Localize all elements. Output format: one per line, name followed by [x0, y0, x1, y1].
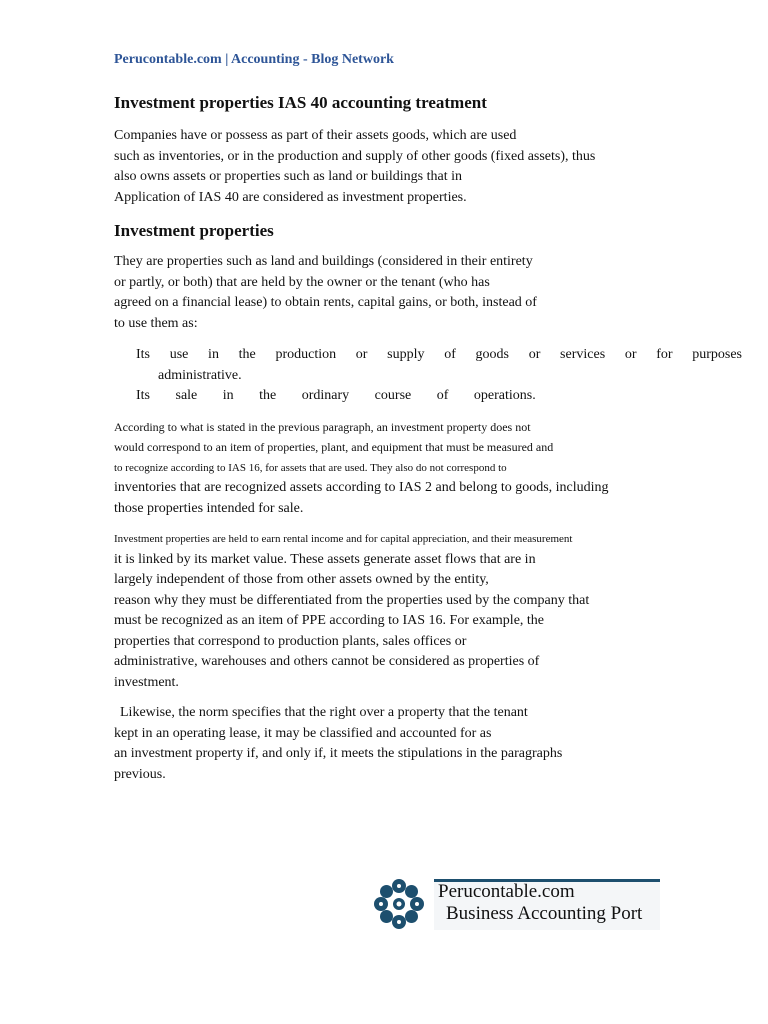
- paragraph-line: an investment property if, and only if, it meets the stipulations in the paragraphs: [114, 746, 563, 761]
- paragraph-line: kept in an operating lease, it may be classified and accounted for as: [114, 725, 492, 741]
- paragraph-line: it is linked by its market value. These assets generate asset flows that are in: [114, 551, 536, 567]
- paragraph-line: Likewise, the norm specifies that the right over a property that the tenant: [120, 705, 528, 720]
- list-item: Its sale in the ordinary course of operations.: [136, 388, 536, 403]
- paragraph-line: those properties intended for sale.: [114, 500, 304, 516]
- operating-lease-paragraph: [114, 703, 744, 785]
- list-item: Its use in the production or supply of goods or services or for purposes: [136, 347, 742, 362]
- paragraph-line: to recognize according to IAS 16, for assets that are used. They also do not correspond to: [114, 461, 507, 474]
- uses-list: [114, 345, 744, 407]
- paragraph-line: or partly, or both) that are held by the owner or the tenant (who has: [114, 274, 490, 290]
- paragraph-line: must be recognized as an item of PPE according to IAS 16. For example, the: [114, 613, 545, 628]
- site-header-link[interactable]: Perucontable.com | Accounting - Blog Network: [114, 52, 394, 67]
- page-title: Investment properties IAS 40 accounting treatment: [114, 93, 487, 112]
- paragraph-line: reason why they must be differentiated from the properties used by the company that: [114, 592, 590, 608]
- footer-logo: [372, 877, 662, 931]
- list-item-continuation: administrative.: [158, 367, 242, 383]
- logo-name: Perucontable.com: [438, 881, 575, 902]
- paragraph-line: would correspond to an item of properties, plant, and equipment that must be measured and: [114, 440, 554, 454]
- paragraph-line: also owns assets or properties such as land or buildings that in: [114, 169, 463, 184]
- paragraph-line: to use them as:: [114, 315, 198, 331]
- paragraph-line: They are properties such as land and buildings (considered in their entirety: [114, 254, 533, 269]
- paragraph-line: largely independent of those from other assets owned by the entity,: [114, 572, 489, 587]
- definition-paragraph: [114, 252, 744, 334]
- intro-paragraph: [114, 126, 744, 208]
- logo-tagline: Business Accounting Port: [446, 903, 643, 924]
- clarification-paragraph: [114, 417, 744, 520]
- paragraph-line: According to what is stated in the previous paragraph, an investment property does not: [114, 419, 531, 434]
- paragraph-line: Application of IAS 40 are considered as investment properties.: [114, 189, 467, 205]
- paragraph-line: inventories that are recognized assets according to IAS 2 and belong to goods, including: [114, 480, 609, 495]
- paragraph-line: administrative, warehouses and others cannot be considered as properties of: [114, 654, 540, 669]
- paragraph-line: properties that correspond to production plants, sales offices or: [114, 633, 467, 649]
- section-heading: Investment properties: [114, 221, 274, 240]
- paragraph-line: agreed on a financial lease) to obtain rents, capital gains, or both, instead of: [114, 295, 537, 310]
- flower-emblem-icon: [372, 877, 426, 931]
- paragraph-line: investment.: [114, 674, 179, 690]
- document-page: [114, 50, 744, 785]
- paragraph-line: Investment properties are held to earn rental income and for capital appreciation, and their measurement: [114, 533, 573, 545]
- paragraph-line: such as inventories, or in the production and supply of other goods (fixed assets), thus: [114, 148, 596, 164]
- measurement-paragraph: [114, 529, 744, 693]
- paragraph-line: Companies have or possess as part of their assets goods, which are used: [114, 128, 517, 143]
- paragraph-line: previous.: [114, 766, 166, 782]
